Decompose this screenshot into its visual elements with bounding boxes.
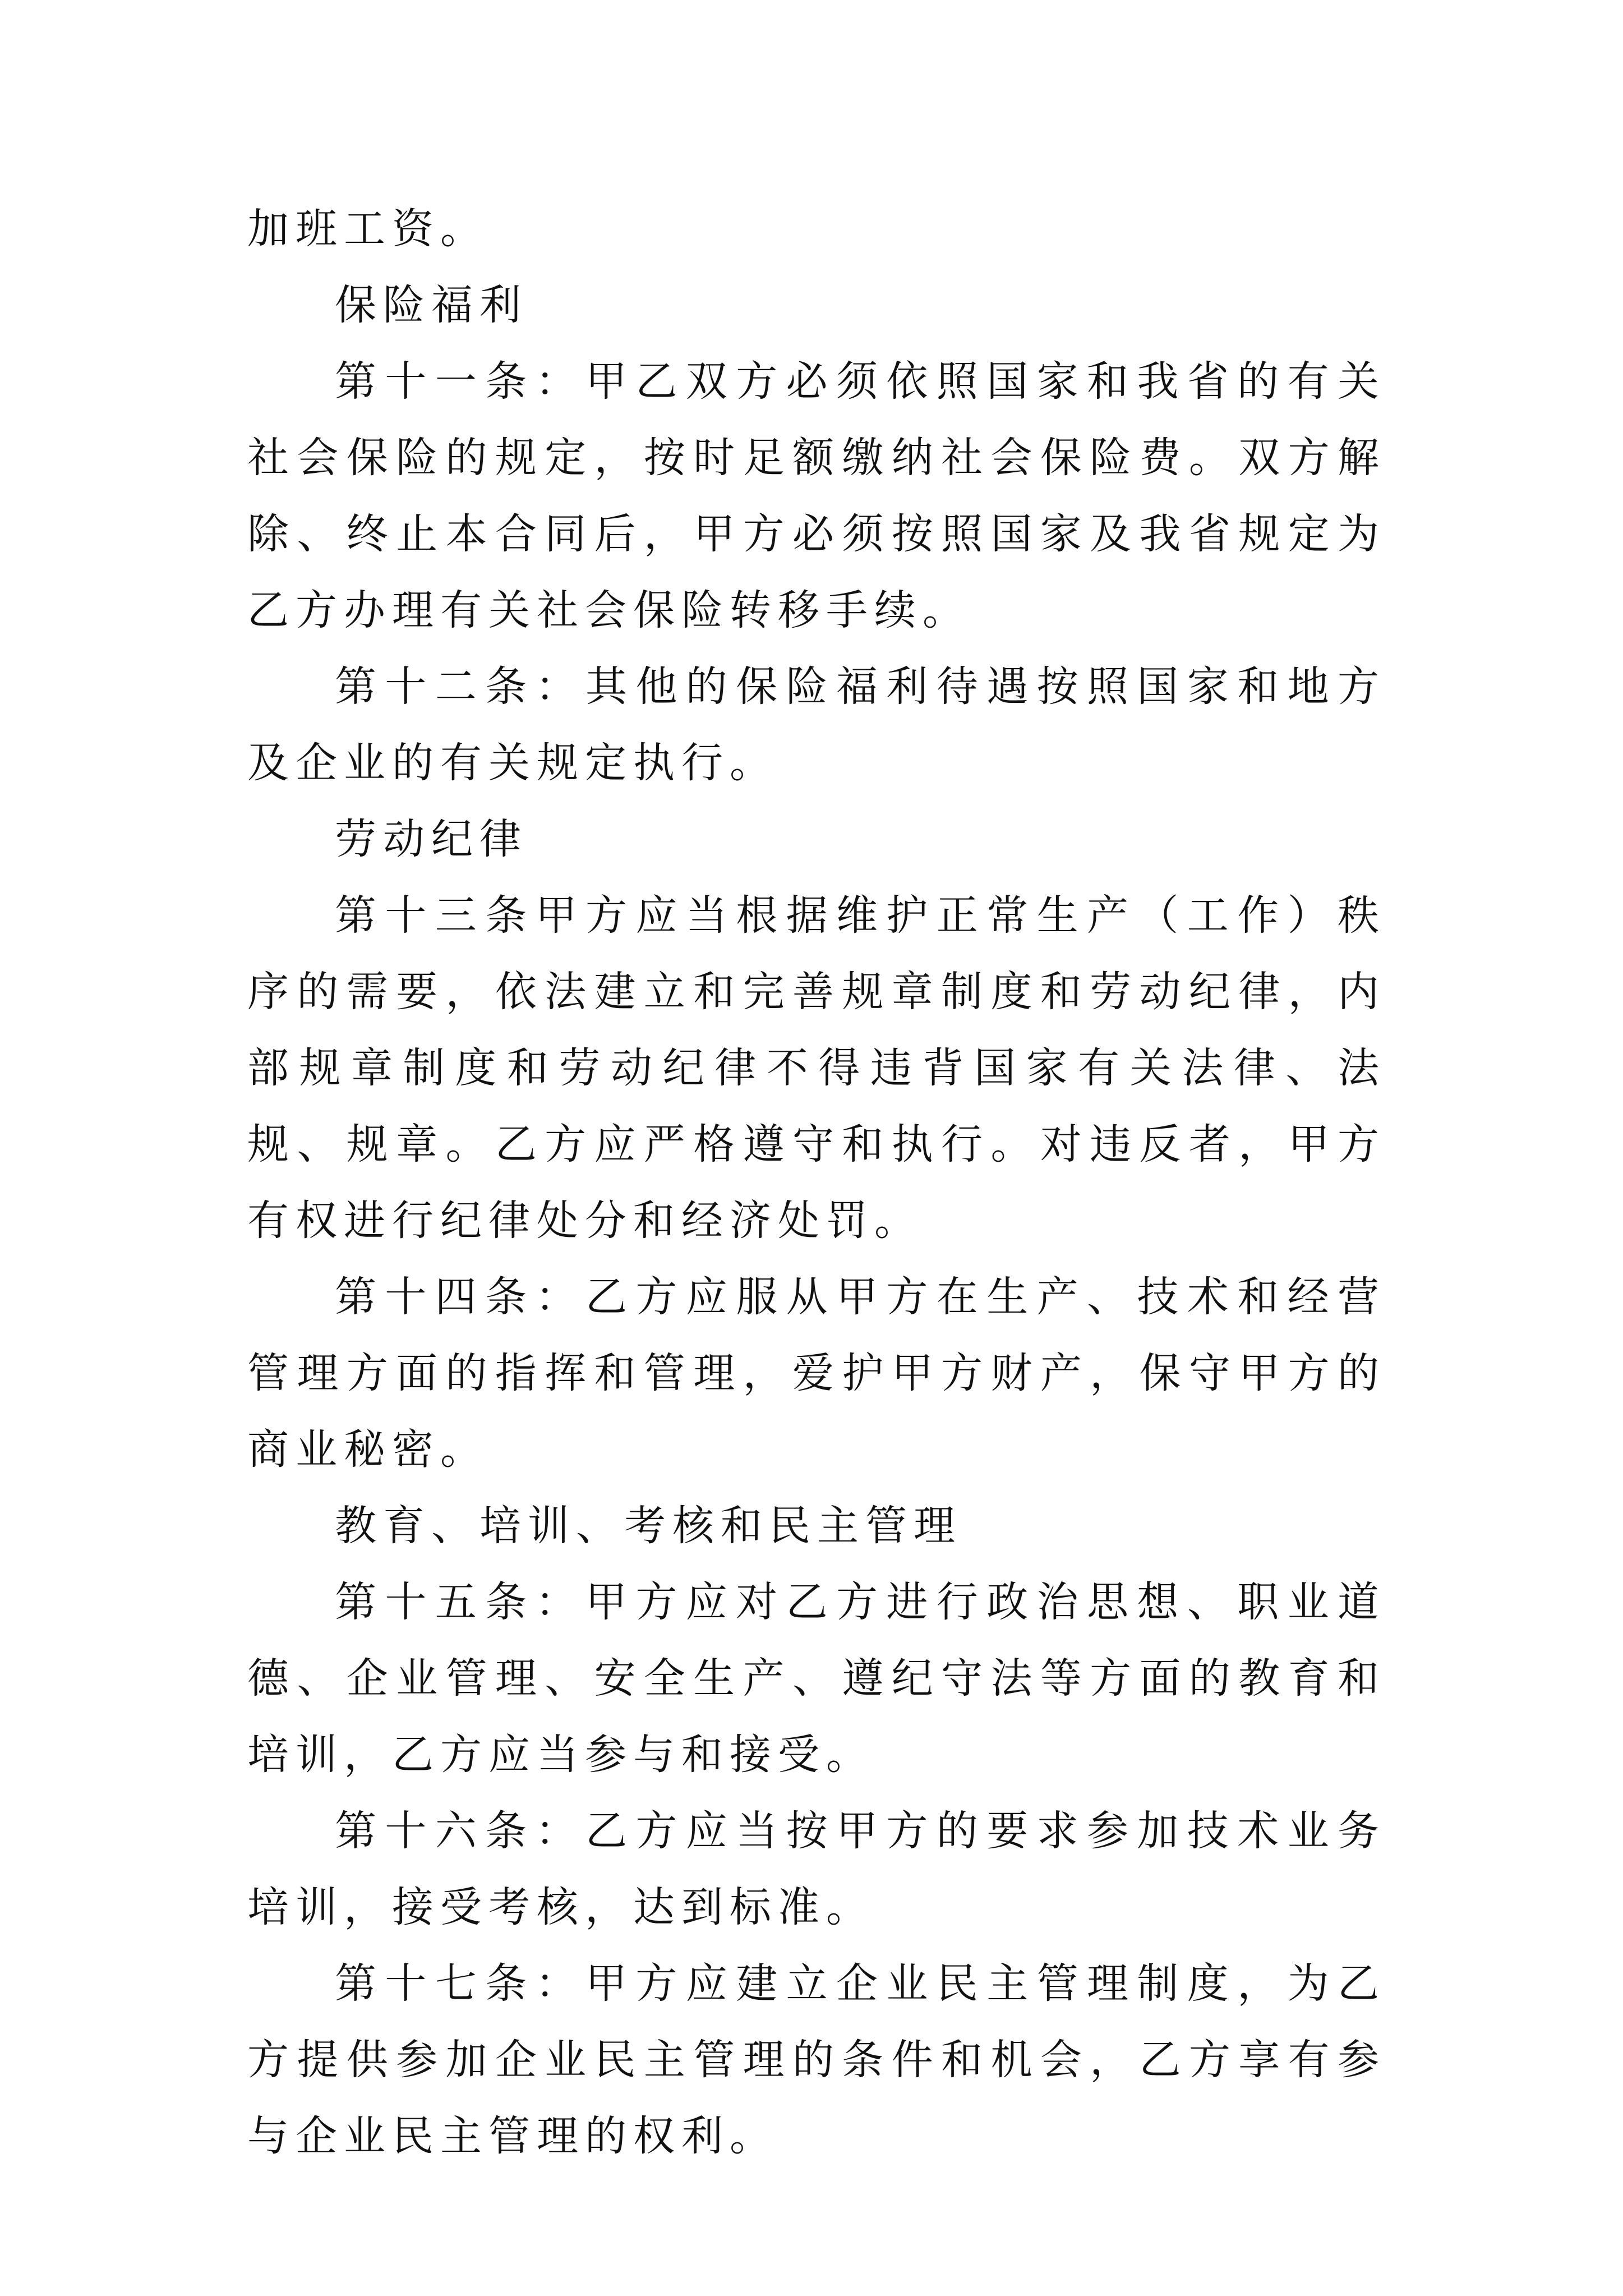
article-15: 第十五条：甲方应对乙方进行政治思想、职业道德、企业管理、安全生产、遵纪守法等方面的教育和培训，乙方应当参与和接受。: [247, 1578, 1386, 1779]
section-heading-education: 教育、培训、考核和民主管理: [335, 1502, 962, 1550]
article-11: 第十一条：甲乙双方必须依照国家和我省的有关社会保险的规定，按时足额缴纳社会保险费。双方解除、终止本合同后，甲方必须按照国家及我省规定为乙方办理有关社会保险转移手续。: [247, 357, 1386, 634]
article-14: 第十四条：乙方应服从甲方在生产、技术和经营管理方面的指挥和管理，爱护甲方财产，保守甲方的商业秘密。: [247, 1273, 1386, 1474]
article-16: 第十六条：乙方应当按甲方的要求参加技术业务培训，接受考核，达到标准。: [247, 1807, 1386, 1931]
section-heading-insurance: 保险福利: [335, 281, 528, 329]
section-heading-discipline: 劳动纪律: [335, 815, 528, 863]
article-13: 第十三条甲方应当根据维护正常生产（工作）秩序的需要，依法建立和完善规章制度和劳动纪律，内部规章制度和劳动纪律不得违背国家有关法律、法规、规章。乙方应严格遵守和执行。对违反者，甲方有权进行纪律处分和经济处罚。: [247, 891, 1386, 1245]
article-12: 第十二条：其他的保险福利待遇按照国家和地方及企业的有关规定执行。: [247, 662, 1386, 787]
article-17: 第十七条：甲方应建立企业民主管理制度，为乙方提供参加企业民主管理的条件和机会，乙方享有参与企业民主管理的权利。: [247, 1959, 1386, 2160]
paragraph-continuation: 加班工资。: [247, 205, 488, 253]
document-body: [247, 191, 1386, 2174]
